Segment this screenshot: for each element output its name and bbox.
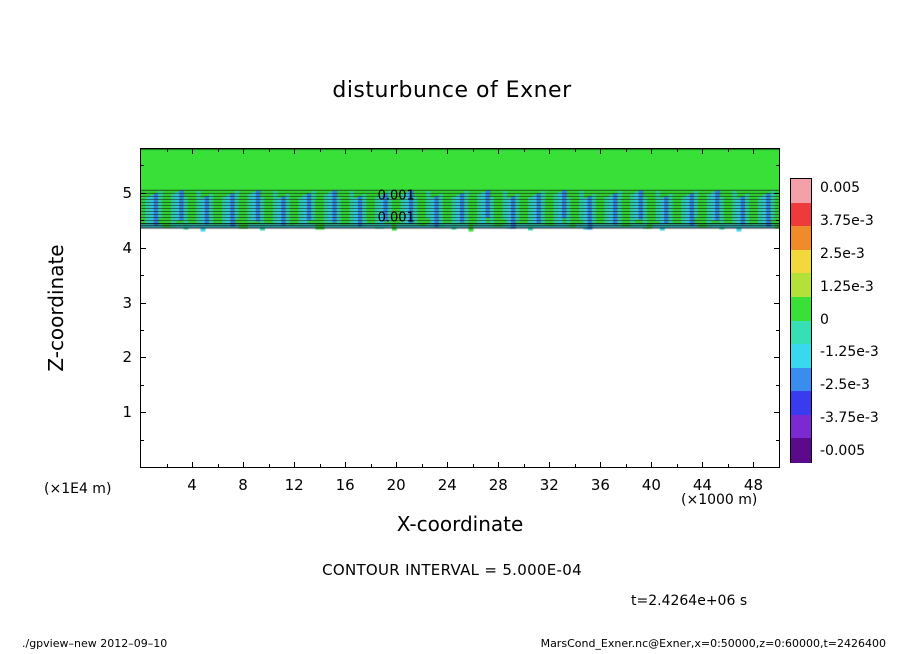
y-minor-tick (776, 220, 780, 221)
x-minor-tick (371, 464, 372, 468)
x-tick (753, 148, 754, 154)
x-unit-label: (×1000 m) (681, 492, 758, 508)
y-tick-label: 2 (122, 348, 132, 367)
x-tick-label: 44 (692, 476, 712, 494)
y-tick-label: 1 (122, 403, 132, 422)
x-minor-tick (473, 464, 474, 468)
x-tick (243, 462, 244, 468)
x-tick (396, 148, 397, 154)
colorbar-cell (791, 391, 811, 415)
y-unit-label: (×1E4 m) (44, 481, 112, 497)
y-minor-tick (776, 330, 780, 331)
y-tick (140, 303, 146, 304)
x-tick (753, 462, 754, 468)
contour-label: 0.001 (377, 188, 415, 204)
colorbar-cell (791, 368, 811, 392)
colorbar-cell (791, 415, 811, 439)
colorbar-cell (791, 344, 811, 368)
y-tick (774, 248, 780, 249)
y-tick (140, 248, 146, 249)
y-axis-title: Z-coordinate (44, 244, 68, 372)
x-minor-tick (422, 148, 423, 152)
x-tick (549, 462, 550, 468)
x-tick (498, 148, 499, 154)
x-minor-tick (677, 464, 678, 468)
colorbar (790, 178, 812, 463)
contour-interval-label: CONTOUR INTERVAL = 5.000E-04 (322, 561, 582, 579)
y-minor-tick (140, 440, 144, 441)
colorbar-cell (791, 438, 811, 462)
colorbar-cell (791, 226, 811, 250)
y-minor-tick (140, 385, 144, 386)
x-tick (294, 148, 295, 154)
y-minor-tick (140, 275, 144, 276)
x-minor-tick (371, 148, 372, 152)
x-minor-tick (320, 148, 321, 152)
x-minor-tick (626, 148, 627, 152)
y-minor-tick (140, 220, 144, 221)
field-canvas (141, 149, 779, 467)
x-tick (498, 462, 499, 468)
colorbar-cell (791, 321, 811, 345)
y-tick (774, 193, 780, 194)
colorbar-tick-label: -2.5e-3 (820, 377, 870, 394)
x-tick-label: 12 (284, 476, 304, 494)
footer-right: MarsCond_Exner.nc@Exner,x=0:50000,z=0:60000,t=2426400 (540, 637, 886, 650)
y-tick (774, 357, 780, 358)
x-tick (345, 148, 346, 154)
x-minor-tick (473, 148, 474, 152)
x-minor-tick (320, 464, 321, 468)
x-minor-tick (575, 148, 576, 152)
y-minor-tick (140, 330, 144, 331)
y-tick (140, 193, 146, 194)
y-minor-tick (776, 385, 780, 386)
x-tick-label: 8 (238, 476, 248, 494)
x-tick-label: 48 (743, 476, 764, 494)
x-tick (651, 462, 652, 468)
x-minor-tick (575, 464, 576, 468)
y-tick (140, 357, 146, 358)
x-tick-label: 4 (187, 476, 197, 494)
x-tick-label: 16 (335, 476, 355, 494)
x-tick (192, 462, 193, 468)
footer-left: ./gpview–new 2012–09–10 (22, 637, 168, 650)
colorbar-cell (791, 273, 811, 297)
x-axis-title: X-coordinate (396, 512, 524, 536)
x-minor-tick (218, 464, 219, 468)
y-tick-label: 4 (122, 238, 132, 257)
x-minor-tick (728, 148, 729, 152)
x-tick (702, 148, 703, 154)
y-minor-tick (776, 165, 780, 166)
colorbar-tick-label: -3.75e-3 (820, 410, 879, 427)
colorbar-cell (791, 297, 811, 321)
x-minor-tick (626, 464, 627, 468)
colorbar-cell (791, 203, 811, 227)
y-tick-label: 3 (122, 293, 132, 312)
x-minor-tick (728, 464, 729, 468)
x-tick (447, 148, 448, 154)
x-minor-tick (269, 148, 270, 152)
x-tick (294, 462, 295, 468)
colorbar-tick-label: 1.25e-3 (820, 278, 874, 295)
x-minor-tick (269, 464, 270, 468)
colorbar-tick-label: 3.75e-3 (820, 212, 874, 229)
x-minor-tick (218, 148, 219, 152)
plot-area (140, 148, 780, 468)
x-tick (651, 148, 652, 154)
colorbar-cell (791, 179, 811, 203)
x-tick-label: 28 (488, 476, 508, 494)
time-label: t=2.4264e+06 s (631, 593, 748, 609)
contour-label: 0.001 (377, 210, 415, 226)
x-tick (447, 462, 448, 468)
colorbar-tick-label: 0 (820, 311, 829, 328)
x-tick-label: 24 (437, 476, 457, 494)
x-tick (600, 462, 601, 468)
x-minor-tick (677, 148, 678, 152)
y-minor-tick (776, 440, 780, 441)
x-tick (549, 148, 550, 154)
x-minor-tick (167, 464, 168, 468)
x-minor-tick (167, 148, 168, 152)
colorbar-tick-label: -0.005 (820, 443, 866, 459)
y-tick (774, 303, 780, 304)
y-minor-tick (140, 165, 144, 166)
x-minor-tick (524, 148, 525, 152)
x-tick-label: 32 (539, 476, 559, 494)
colorbar-tick-label: -1.25e-3 (820, 344, 879, 361)
y-minor-tick (776, 275, 780, 276)
x-tick (600, 148, 601, 154)
x-tick-label: 20 (386, 476, 406, 494)
y-tick (774, 412, 780, 413)
colorbar-cell (791, 250, 811, 274)
chart-title: disturbunce of Exner (332, 78, 572, 103)
x-tick (702, 462, 703, 468)
x-tick (243, 148, 244, 154)
x-tick (345, 462, 346, 468)
x-tick (396, 462, 397, 468)
x-minor-tick (422, 464, 423, 468)
colorbar-tick-label: 0.005 (820, 180, 861, 196)
colorbar-tick-label: 2.5e-3 (820, 245, 865, 262)
x-tick-label: 40 (641, 476, 661, 494)
x-tick (192, 148, 193, 154)
x-tick-label: 36 (590, 476, 610, 494)
x-minor-tick (524, 464, 525, 468)
y-tick (140, 412, 146, 413)
y-tick-label: 5 (122, 183, 132, 202)
